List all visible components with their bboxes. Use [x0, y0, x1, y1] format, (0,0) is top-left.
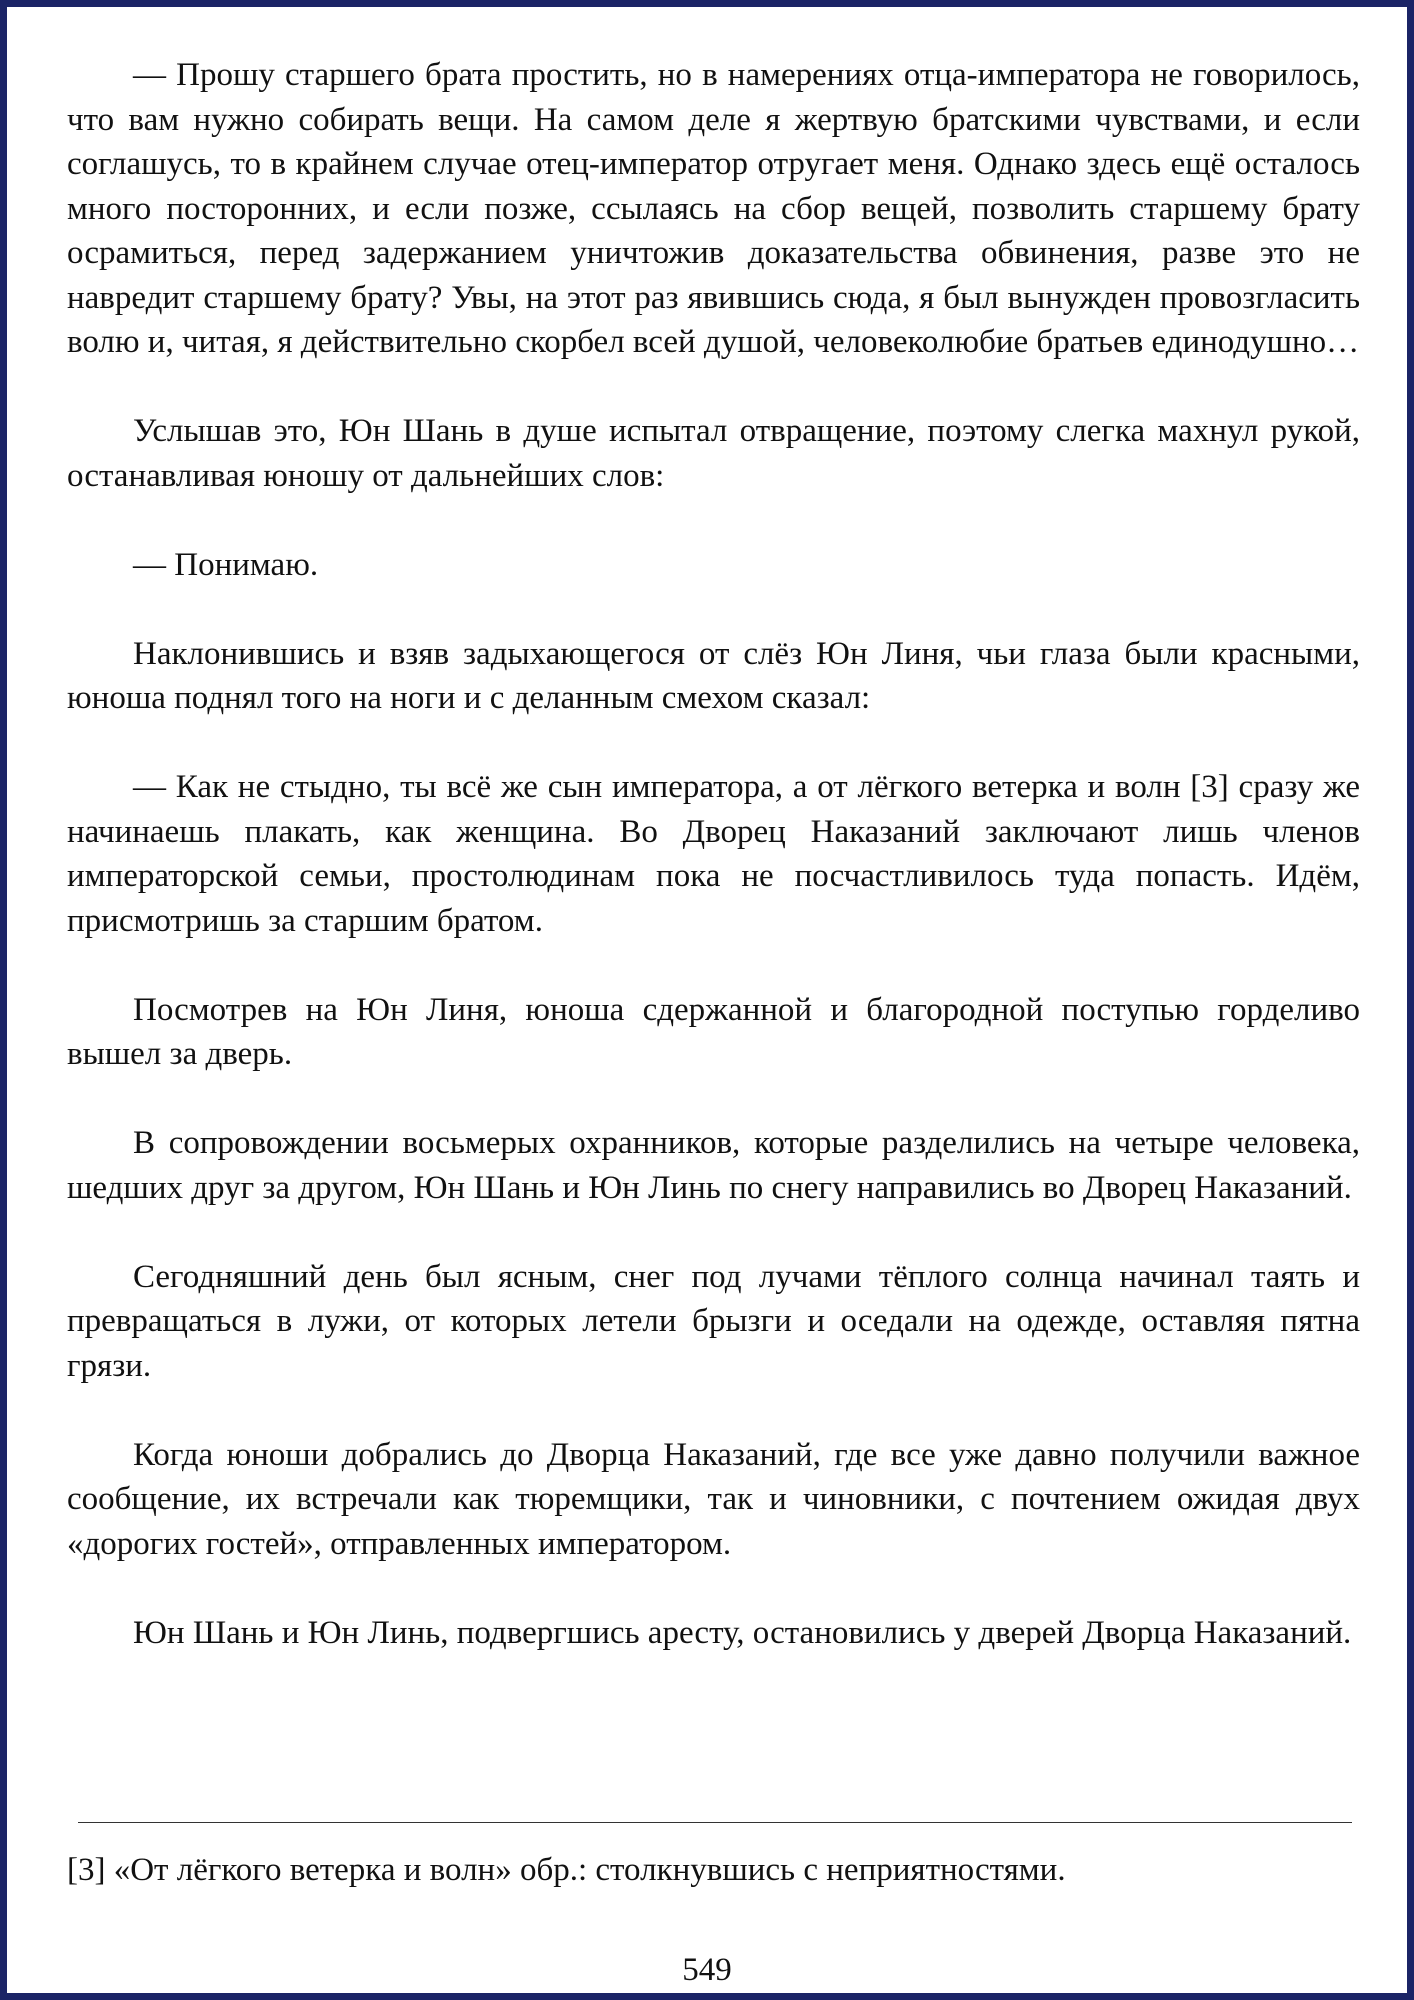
paragraph: Когда юноши добрались до Дворца Наказаний, где все уже давно получили важное сообщение, их встречали как тюремщики, так и чиновники, с почтением ожидая двух «дорогих гостей», отправленных императором.: [67, 1436, 1360, 1562]
paragraph: Наклонившись и взяв задыхающегося от слёз Юн Линя, чьи глаза были красными, юноша поднял того на ноги и с деланным смехом сказал:: [67, 635, 1360, 716]
paragraph: Посмотрев на Юн Линя, юноша сдержанной и благородной поступью горделиво вышел за дверь.: [67, 991, 1360, 1072]
page-number: 549: [682, 1952, 732, 1988]
paragraph: Сегодняшний день был ясным, снег под лучами тёплого солнца начинал таять и превращаться в лужи, от которых летели брызги и оседали на одежде, оставляя пятна грязи.: [67, 1258, 1360, 1384]
paragraph: Юн Шань и Юн Линь, подвергшись аресту, остановились у дверей Дворца Наказаний.: [133, 1614, 1352, 1651]
footnote: [3] «От лёгкого ветерка и волн» обр.: столкнувшись с неприятностями.: [67, 1852, 1066, 1888]
paragraph: Услышав это, Юн Шань в душе испытал отвращение, поэтому слегка махнул рукой, останавливая юношу от дальнейших слов:: [67, 413, 1360, 494]
paragraph: — Прошу старшего брата простить, но в намерениях отца-императора не говорилось, что вам нужно собирать вещи. На самом деле я жертвую братскими чувствами, и если соглашусь, то в крайнем случае отец-император отругает меня. Однако здесь ещё осталось много посторонних, и если позже, ссылаясь на сбор вещей, позволить старшему брату осрамиться, перед задержанием уничтожив доказательства обвинения, разве это не навредит старшему брату? Увы, на этот раз явившись сюда, я был вынужден провозгласить волю и, читая, я действительно скорбел всей душой, человеколюбие братьев единодушно…: [67, 57, 1360, 360]
page-body: [67, 53, 1360, 1655]
paragraph: — Понимаю.: [133, 546, 319, 583]
paragraph: — Как не стыдно, ты всё же сын императора, а от лёгкого ветерка и волн [3] сразу же начинаешь плакать, как женщина. Во Дворец Наказаний заключают лишь членов императорской семьи, простолюдинам пока не посчастливилось туда попасть. Идём, присмотришь за старшим братом.: [67, 769, 1360, 939]
footnote-divider: [78, 1822, 1352, 1823]
paragraph: В сопровождении восьмерых охранников, которые разделились на четыре человека, шедших друг за другом, Юн Шань и Юн Линь по снегу направились во Дворец Наказаний.: [67, 1125, 1360, 1206]
